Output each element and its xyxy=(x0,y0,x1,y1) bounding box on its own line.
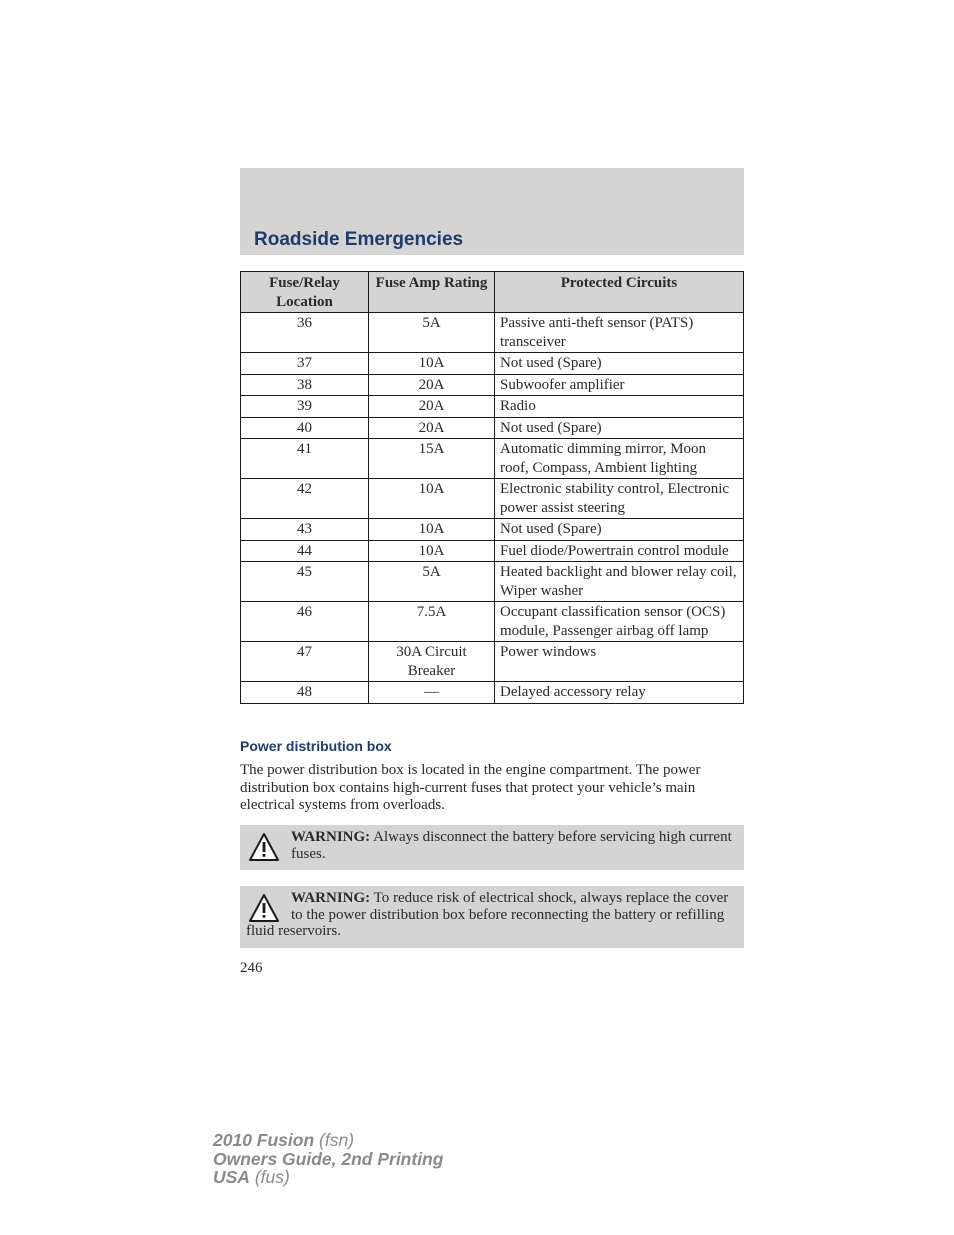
footer-model-code: (fsn) xyxy=(319,1130,355,1150)
cell-location: 42 xyxy=(241,479,369,519)
cell-location: 37 xyxy=(241,353,369,375)
cell-circuits: Subwoofer amplifier xyxy=(495,374,744,396)
table-row xyxy=(241,540,744,562)
table-row xyxy=(241,374,744,396)
cell-location: 48 xyxy=(241,682,369,704)
cell-rating: — xyxy=(369,682,495,704)
cell-circuits: Power windows xyxy=(495,642,744,682)
cell-rating: 15A xyxy=(369,439,495,479)
footer-line-1 xyxy=(213,1131,443,1150)
cell-rating: 30A Circuit Breaker xyxy=(369,642,495,682)
warning-triangle-icon xyxy=(248,893,280,923)
section-title: Roadside Emergencies xyxy=(254,229,464,250)
page-number: 246 xyxy=(240,960,263,976)
column-header-rating: Fuse Amp Rating xyxy=(369,272,495,313)
table-header-row xyxy=(241,272,744,313)
cell-rating: 7.5A xyxy=(369,602,495,642)
cell-circuits: Not used (Spare) xyxy=(495,519,744,541)
cell-location: 45 xyxy=(241,562,369,602)
cell-rating: 10A xyxy=(369,479,495,519)
table-row xyxy=(241,353,744,375)
footer-line-3 xyxy=(213,1168,443,1187)
cell-location: 41 xyxy=(241,439,369,479)
cell-rating: 10A xyxy=(369,519,495,541)
section-header-band xyxy=(240,168,744,255)
fuse-table xyxy=(240,271,744,704)
table-row xyxy=(241,519,744,541)
cell-location: 39 xyxy=(241,396,369,418)
power-distribution-heading: Power distribution box xyxy=(240,738,392,754)
table-row xyxy=(241,396,744,418)
table-row xyxy=(241,642,744,682)
cell-rating: 20A xyxy=(369,396,495,418)
column-header-location: Fuse/Relay Location xyxy=(241,272,369,313)
cell-circuits: Not used (Spare) xyxy=(495,417,744,439)
cell-location: 46 xyxy=(241,602,369,642)
table-row xyxy=(241,417,744,439)
cell-location: 47 xyxy=(241,642,369,682)
cell-rating: 5A xyxy=(369,313,495,353)
footer-market-code: (fus) xyxy=(254,1167,290,1187)
column-header-circuits: Protected Circuits xyxy=(495,272,744,313)
cell-circuits: Delayed accessory relay xyxy=(495,682,744,704)
table-row xyxy=(241,682,744,704)
cell-location: 44 xyxy=(241,540,369,562)
warning-text: To reduce risk of electrical shock, always replace the cover to the power distribution box before reconnecting the battery or refilling fluid reservoirs. xyxy=(246,890,729,939)
cell-location: 38 xyxy=(241,374,369,396)
warning-triangle-icon xyxy=(248,832,280,862)
warning-label: WARNING: xyxy=(291,829,371,845)
cell-location: 43 xyxy=(241,519,369,541)
cell-location: 40 xyxy=(241,417,369,439)
cell-rating: 10A xyxy=(369,540,495,562)
cell-circuits: Occupant classification sensor (OCS) module, Passenger airbag off lamp xyxy=(495,602,744,642)
cell-circuits: Passive anti-theft sensor (PATS) transceiver xyxy=(495,313,744,353)
cell-circuits: Heated backlight and blower relay coil, Wiper washer xyxy=(495,562,744,602)
footer-model: 2010 Fusion xyxy=(213,1130,315,1150)
cell-circuits: Radio xyxy=(495,396,744,418)
cell-rating: 5A xyxy=(369,562,495,602)
cell-rating: 20A xyxy=(369,374,495,396)
table-row xyxy=(241,562,744,602)
table-row xyxy=(241,439,744,479)
power-distribution-body: The power distribution box is located in the engine compartment. The power distribution box contains high-current fuses that protect your vehicle’s main electrical systems from overloads. xyxy=(240,762,701,813)
cell-rating: 10A xyxy=(369,353,495,375)
warning-text: Always disconnect the battery before servicing high current fuses. xyxy=(291,829,732,862)
footer-market: USA xyxy=(213,1167,250,1187)
table-row xyxy=(241,313,744,353)
footer-imprint xyxy=(213,1131,443,1187)
footer-line-2: Owners Guide, 2nd Printing xyxy=(213,1148,444,1169)
table-row xyxy=(241,602,744,642)
cell-rating: 20A xyxy=(369,417,495,439)
cell-location: 36 xyxy=(241,313,369,353)
cell-circuits: Not used (Spare) xyxy=(495,353,744,375)
warning-label: WARNING: xyxy=(291,890,371,906)
warning-box xyxy=(240,825,744,870)
warning-box xyxy=(240,886,744,948)
cell-circuits: Fuel diode/Powertrain control module xyxy=(495,540,744,562)
table-row xyxy=(241,479,744,519)
cell-circuits: Automatic dimming mirror, Moon roof, Compass, Ambient lighting xyxy=(495,439,744,479)
cell-circuits: Electronic stability control, Electronic power assist steering xyxy=(495,479,744,519)
